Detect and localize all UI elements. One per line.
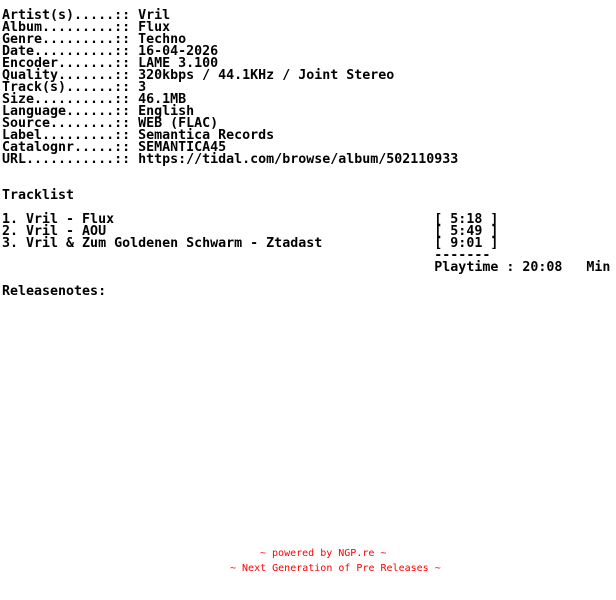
info-row-artists: Artist(s).....:: Vril [2,8,171,23]
info-row-tracks: Track(s)......:: 3 [2,80,147,95]
footer-tagline: ~ Next Generation of Pre Releases ~ [230,563,441,574]
info-row-url: URL...........:: https://tidal.com/browse/album/502110933 [2,152,459,167]
info-row-date: Date..........:: 16-04-2026 [2,44,219,59]
track-row: 1. Vril - Flux [ 5:18 ] [2,212,499,227]
footer-powered-by: ~ powered by NGP.re ~ [260,548,387,559]
info-row-language: Language......:: English [2,104,195,119]
nfo-text-block [2,10,610,298]
info-row-size: Size..........:: 46.1MB [2,92,187,107]
info-row-source: Source........:: WEB (FLAC) [2,116,219,131]
info-row-genre: Genre.........:: Techno [2,32,187,47]
playtime-divider: ------- [2,248,491,263]
playtime-row: Playtime : 20:08 Min [2,260,611,275]
info-row-quality: Quality.......:: 320kbps / 44.1KHz / Joint Stereo [2,68,395,83]
blank-row [2,178,610,190]
info-row-label: Label.........:: Semantica Records [2,128,275,143]
info-row-encoder: Encoder.......:: LAME 3.100 [2,56,219,71]
track-row: 2. Vril - AOU [ 5:49 ] [2,224,499,239]
releasenotes-heading: Releasenotes: [2,284,107,299]
info-row-catalognr: Catalognr.....:: SEMANTICA45 [2,140,227,155]
track-row: 3. Vril & Zum Goldenen Schwarm - Ztadast [ 9:01 ] [2,236,499,251]
blank-row [2,166,610,178]
info-row-album: Album.........:: Flux [2,20,171,35]
tracklist-heading: Tracklist [2,188,75,203]
